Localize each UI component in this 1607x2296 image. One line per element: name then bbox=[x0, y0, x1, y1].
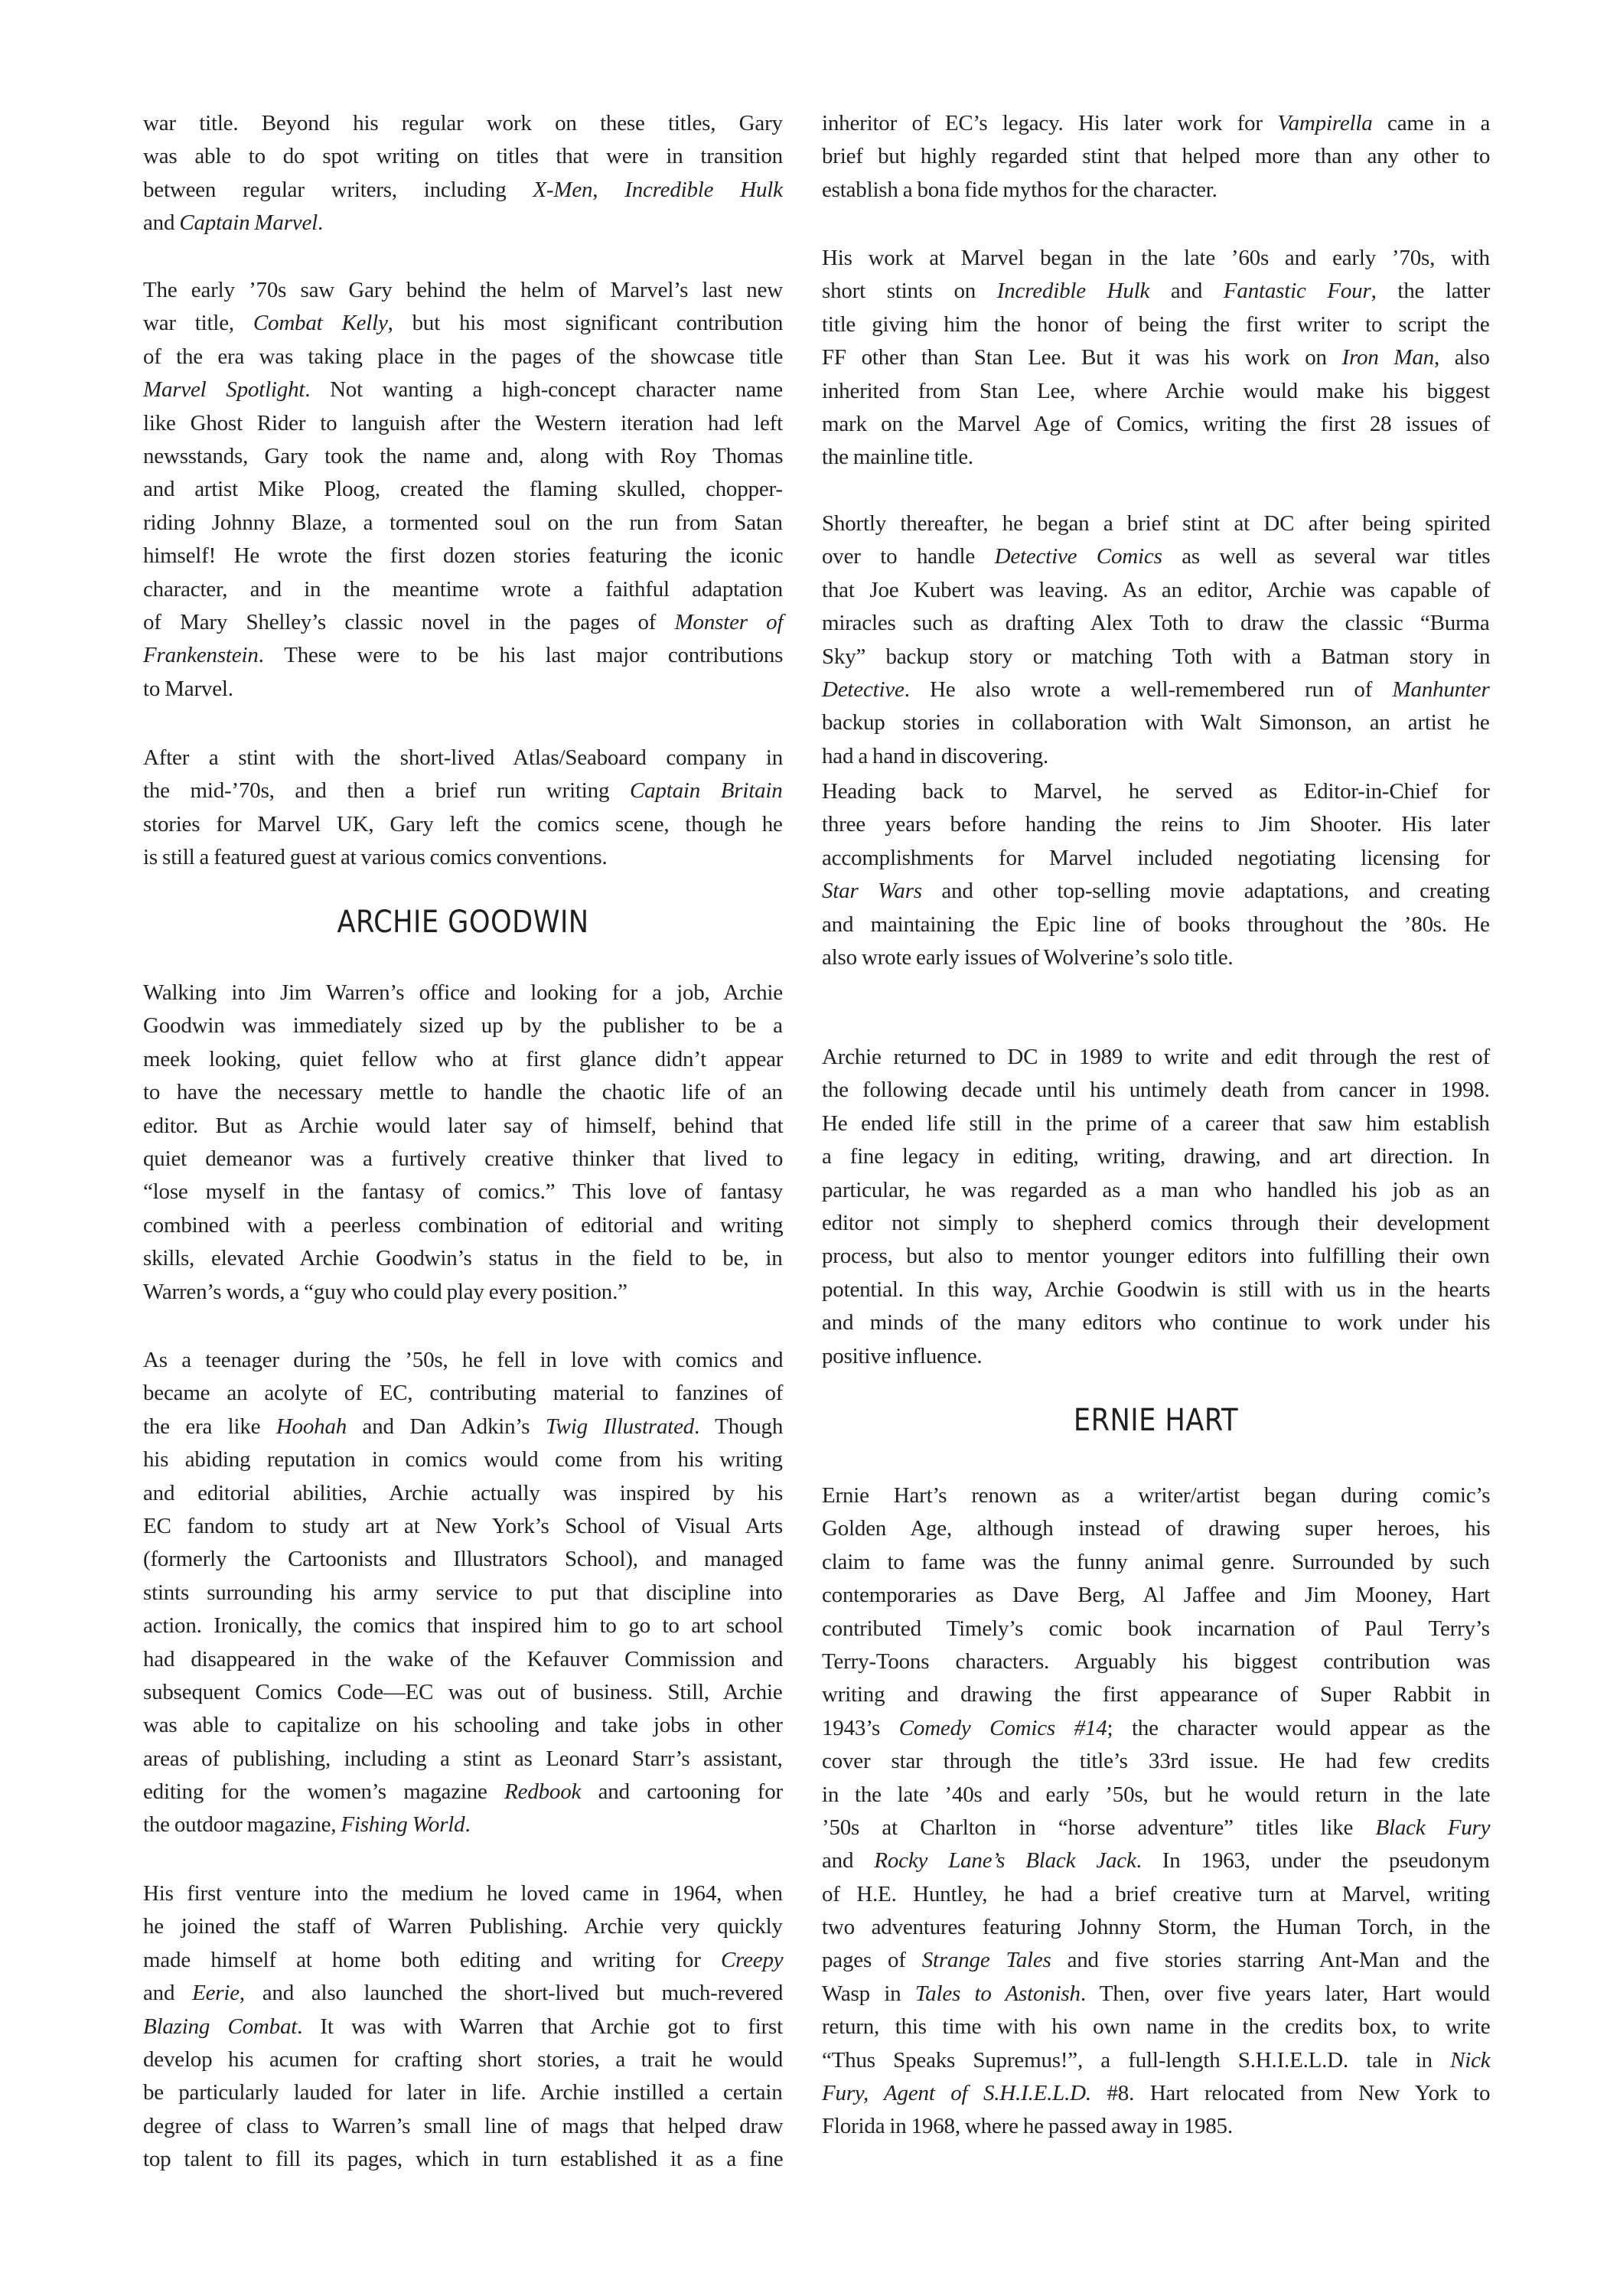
text-line: meek looking, quiet fellow who at first glance didn’t appear bbox=[143, 1046, 784, 1071]
text-line: degree of class to Warren’s small line of mags that helped draw bbox=[143, 2113, 784, 2138]
text-line: the mid-’70s, and then a brief run writing Captain Britain bbox=[143, 778, 783, 804]
text-line: and Captain Marvel. bbox=[143, 210, 324, 236]
paragraph-archie-p5 bbox=[822, 507, 1490, 773]
text-line: made himself at home both editing and writing for Creepy bbox=[143, 1947, 784, 1972]
text-line: Walking into Jim Warren’s office and looking for a job, Archie bbox=[143, 980, 783, 1005]
text-line: stints surrounding his army service to put that discipline into bbox=[143, 1580, 783, 1605]
text-line: Warren’s words, a “guy who could play every position.” bbox=[143, 1279, 627, 1304]
text-line: inheritor of EC’s legacy. His later work for Vampirella came in a bbox=[822, 111, 1491, 135]
text-line: two adventures featuring Johnny Storm, the Human Torch, in the bbox=[822, 1915, 1491, 1940]
text-line: Sky” backup story or matching Toth with a Batman story in bbox=[822, 644, 1491, 669]
text-line: Blazing Combat. It was with Warren that Archie got to first bbox=[143, 2014, 783, 2039]
text-line: cover star through the title’s 33rd issue. He had few credits bbox=[822, 1749, 1490, 1774]
paragraph-archie-p4 bbox=[822, 242, 1490, 475]
text-line: Fury, Agent of S.H.I.E.L.D. #8. Hart relocated from New York to bbox=[822, 2081, 1491, 2106]
text-line: As a teenager during the ’50s, he fell in love with comics and bbox=[143, 1348, 784, 1372]
text-line: three years before handing the reins to Jim Shooter. His later bbox=[822, 812, 1490, 837]
paragraph-gary-p2 bbox=[143, 274, 783, 706]
text-line: Terry-Toons characters. Arguably his biggest contribution was bbox=[822, 1649, 1491, 1674]
text-line: like Ghost Rider to languish after the Western iteration had left bbox=[143, 410, 783, 435]
text-line: pages of Strange Tales and five stories starring Ant-Man and the bbox=[822, 1948, 1490, 1973]
text-line: a fine legacy in editing, writing, drawing, and art direction. In bbox=[822, 1144, 1490, 1169]
text-line: Shortly thereafter, he began a brief stint at DC after being spirited bbox=[822, 511, 1491, 536]
text-line: Florida in 1968, where he passed away in 1985. bbox=[822, 2114, 1233, 2139]
text-line: return, this time with his own name in the credits box, to write bbox=[822, 2014, 1491, 2040]
text-line: to have the necessary mettle to handle the chaotic life of an bbox=[143, 1080, 783, 1105]
text-line: ’50s at Charlton in “horse adventure” titles like Black Fury bbox=[822, 1815, 1491, 1840]
text-line: also wrote early issues of Wolverine’s solo title. bbox=[822, 944, 1234, 970]
text-line: Star Wars and other top-selling movie adaptations, and creating bbox=[822, 879, 1490, 904]
text-line: title giving him the honor of being the first writer to script the bbox=[822, 311, 1490, 337]
text-line: skills, elevated Archie Goodwin’s status in the field to be, in bbox=[143, 1246, 783, 1271]
text-line: Wasp in Tales to Astonish. Then, over five years later, Hart would bbox=[822, 1981, 1490, 2006]
text-line: editor not simply to shepherd comics through their development bbox=[822, 1210, 1490, 1235]
text-line: writing and drawing the first appearance of Super Rabbit in bbox=[822, 1682, 1491, 1707]
text-line: mark on the Marvel Age of Comics, writing the first 28 issues of bbox=[822, 411, 1491, 436]
text-line: backup stories in collaboration with Walt Simonson, an artist he bbox=[822, 710, 1490, 735]
text-line: over to handle Detective Comics as well as several war titles bbox=[822, 544, 1491, 569]
text-line: Ernie Hart’s renown as a writer/artist began during comic’s bbox=[822, 1483, 1491, 1508]
text-line: claim to fame was the funny animal genre. Surrounded by such bbox=[822, 1549, 1490, 1574]
text-line: stories for Marvel UK, Gary left the comics scene, though he bbox=[143, 811, 783, 837]
text-line: miracles such as drafting Alex Toth to draw the classic “Burma bbox=[822, 611, 1490, 636]
text-line: editing for the women’s magazine Redbook and cartooning for bbox=[143, 1779, 783, 1805]
text-line: he joined the staff of Warren Publishing. Archie very quickly bbox=[143, 1914, 783, 1939]
text-line: “Thus Speaks Supremus!”, a full-length S.H.I.E.L.D. tale in Nick bbox=[822, 2047, 1491, 2073]
text-line: was able to capitalize on his schooling and take jobs in other bbox=[143, 1713, 783, 1738]
text-line: process, but also to mentor younger editors into fulfilling their own bbox=[822, 1244, 1490, 1269]
text-line: establish a bona fide mythos for the character. bbox=[822, 177, 1217, 202]
text-line: had disappeared in the wake of the Kefauver Commission and bbox=[143, 1646, 784, 1671]
text-line: FF other than Stan Lee. But it was his work on Iron Man, also bbox=[822, 345, 1490, 370]
paragraph-gary-p3 bbox=[143, 742, 783, 875]
text-line: Marvel Spotlight. Not wanting a high-concept character name bbox=[143, 377, 783, 403]
paragraph-archie-p6 bbox=[822, 775, 1490, 974]
text-line: was able to do spot writing on titles that were in transition bbox=[143, 144, 783, 169]
text-line: top talent to fill its pages, which in turn established it as a fine bbox=[143, 2147, 784, 2172]
text-line: had a hand in discovering. bbox=[822, 743, 1049, 768]
text-line: areas of publishing, including a stint as Leonard Starr’s assistant, bbox=[143, 1746, 783, 1771]
text-line: the era like Hoohah and Dan Adkin’s Twig Illustrated. Though bbox=[143, 1414, 784, 1439]
text-line: “lose myself in the fantasy of comics.” This love of fantasy bbox=[143, 1179, 784, 1205]
text-line: between regular writers, including X-Men, Incredible Hulk bbox=[143, 177, 783, 202]
paragraph-archie-p2 bbox=[143, 1344, 783, 1842]
text-line: After a stint with the short-lived Atlas/Seaboard company in bbox=[143, 745, 784, 770]
text-line: be particularly lauded for later in life. Archie instilled a certain bbox=[143, 2080, 783, 2105]
paragraph-archie-p7 bbox=[822, 1041, 1490, 1373]
text-line: that Joe Kubert was leaving. As an editor, Archie was capable of bbox=[822, 577, 1491, 602]
text-line: Golden Age, although instead of drawing super heroes, his bbox=[822, 1516, 1491, 1541]
text-line: character, and in the meantime wrote a faithful adaptation bbox=[143, 576, 783, 602]
text-line: contemporaries as Dave Berg, Al Jaffee and Jim Mooney, Hart bbox=[822, 1583, 1491, 1608]
section-heading-archie-goodwin: ARCHIE GOODWIN bbox=[337, 905, 589, 940]
text-line: became an acolyte of EC, contributing material to fanzines of bbox=[143, 1381, 784, 1406]
text-line: accomplishments for Marvel included negotiating licensing for bbox=[822, 845, 1491, 870]
text-line: himself! He wrote the first dozen stories featuring the iconic bbox=[143, 543, 784, 569]
text-line: His first venture into the medium he loved came in 1964, when bbox=[143, 1881, 783, 1906]
text-line: brief but highly regarded stint that helped more than any other to bbox=[822, 144, 1491, 169]
text-line: (formerly the Cartoonists and Illustrators School), and managed bbox=[143, 1547, 784, 1572]
text-line: the mainline title. bbox=[822, 445, 973, 470]
text-line: positive influence. bbox=[822, 1343, 983, 1368]
text-line: and minds of the many editors who continue to work under his bbox=[822, 1310, 1491, 1336]
text-line: Heading back to Marvel, he served as Editor-in-Chief for bbox=[822, 779, 1490, 804]
text-line: contributed Timely’s comic book incarnation of Paul Terry’s bbox=[822, 1616, 1490, 1641]
text-line: potential. In this way, Archie Goodwin is still with us in the hearts bbox=[822, 1277, 1491, 1302]
text-line: quiet demeanor was a furtively creative thinker that lived to bbox=[143, 1146, 784, 1171]
text-line: and Rocky Lane’s Black Jack. In 1963, under the pseudonym bbox=[822, 1848, 1490, 1874]
paragraph-archie-p1 bbox=[143, 977, 783, 1309]
text-line: editor. But as Archie would later say of himself, behind that bbox=[143, 1113, 784, 1138]
text-line: in the late ’40s and early ’50s, but he would return in the late bbox=[822, 1782, 1491, 1807]
text-line: the outdoor magazine, Fishing World. bbox=[143, 1812, 471, 1838]
text-line: riding Johnny Blaze, a tormented soul on the run from Satan bbox=[143, 510, 783, 535]
text-line: his abiding reputation in comics would come from his writing bbox=[143, 1447, 783, 1473]
text-line: combined with a peerless combination of editorial and writing bbox=[143, 1212, 784, 1238]
text-line: war title. Beyond his regular work on these titles, Gary bbox=[143, 111, 783, 135]
text-line: to Marvel. bbox=[143, 676, 233, 701]
text-line: short stints on Incredible Hulk and Fantastic Four, the latter bbox=[822, 279, 1491, 304]
text-line: Detective. He also wrote a well-remembered run of Manhunter bbox=[822, 677, 1490, 702]
text-line: is still a featured guest at various comics conventions. bbox=[143, 845, 608, 870]
section-heading-ernie-hart: ERNIE HART bbox=[1073, 1403, 1239, 1438]
paragraph-archie-p3-cont bbox=[822, 107, 1490, 207]
text-line: and Eerie, and also launched the short-lived but much-revered bbox=[143, 1981, 784, 2006]
text-line: action. Ironically, the comics that inspired him to go to art school bbox=[143, 1613, 784, 1639]
text-line: of Mary Shelley’s classic novel in the pages of Monster of bbox=[143, 609, 784, 634]
text-line: Frankenstein. These were to be his last major contributions bbox=[143, 643, 784, 668]
text-line: of the era was taking place in the pages of the showcase title bbox=[143, 344, 784, 369]
text-line: He ended life still in the prime of a career that saw him establish bbox=[822, 1110, 1490, 1136]
text-line: particular, he was regarded as a man who handled his job as an bbox=[822, 1177, 1490, 1202]
text-line: 1943’s Comedy Comics #14; the character would appear as the bbox=[822, 1715, 1491, 1740]
text-line: war title, Combat Kelly, but his most significant contribution bbox=[143, 311, 784, 336]
paragraph-ernie-p1 bbox=[822, 1479, 1490, 2144]
text-line: newsstands, Gary took the name and, along with Roy Thomas bbox=[143, 443, 784, 468]
text-line: and maintaining the Epic line of books throughout the ’80s. He bbox=[822, 912, 1490, 937]
text-line: and artist Mike Ploog, created the flaming skulled, chopper- bbox=[143, 477, 783, 502]
text-line: of H.E. Huntley, he had a brief creative turn at Marvel, writing bbox=[822, 1881, 1491, 1906]
text-line: His work at Marvel began in the late ’60s and early ’70s, with bbox=[822, 246, 1490, 270]
text-line: inherited from Stan Lee, where Archie would make his biggest bbox=[822, 378, 1491, 403]
text-line: the following decade until his untimely death from cancer in 1998. bbox=[822, 1078, 1490, 1103]
text-line: subsequent Comics Code—EC was out of business. Still, Archie bbox=[143, 1679, 783, 1704]
text-line: Archie returned to DC in 1989 to write and edit through the rest of bbox=[822, 1045, 1490, 1069]
paragraph-gary-p1 bbox=[143, 107, 783, 240]
text-line: Goodwin was immediately sized up by the publisher to be a bbox=[143, 1013, 783, 1039]
text-line: The early ’70s saw Gary behind the helm of Marvel’s last new bbox=[143, 278, 783, 302]
text-line: develop his acumen for crafting short stories, a trait he would bbox=[143, 2047, 784, 2072]
text-line: EC fandom to study art at New York’s School of Visual Arts bbox=[143, 1513, 783, 1538]
paragraph-archie-p3 bbox=[143, 1877, 783, 2177]
text-line: and editorial abilities, Archie actually was inspired by his bbox=[143, 1480, 784, 1505]
